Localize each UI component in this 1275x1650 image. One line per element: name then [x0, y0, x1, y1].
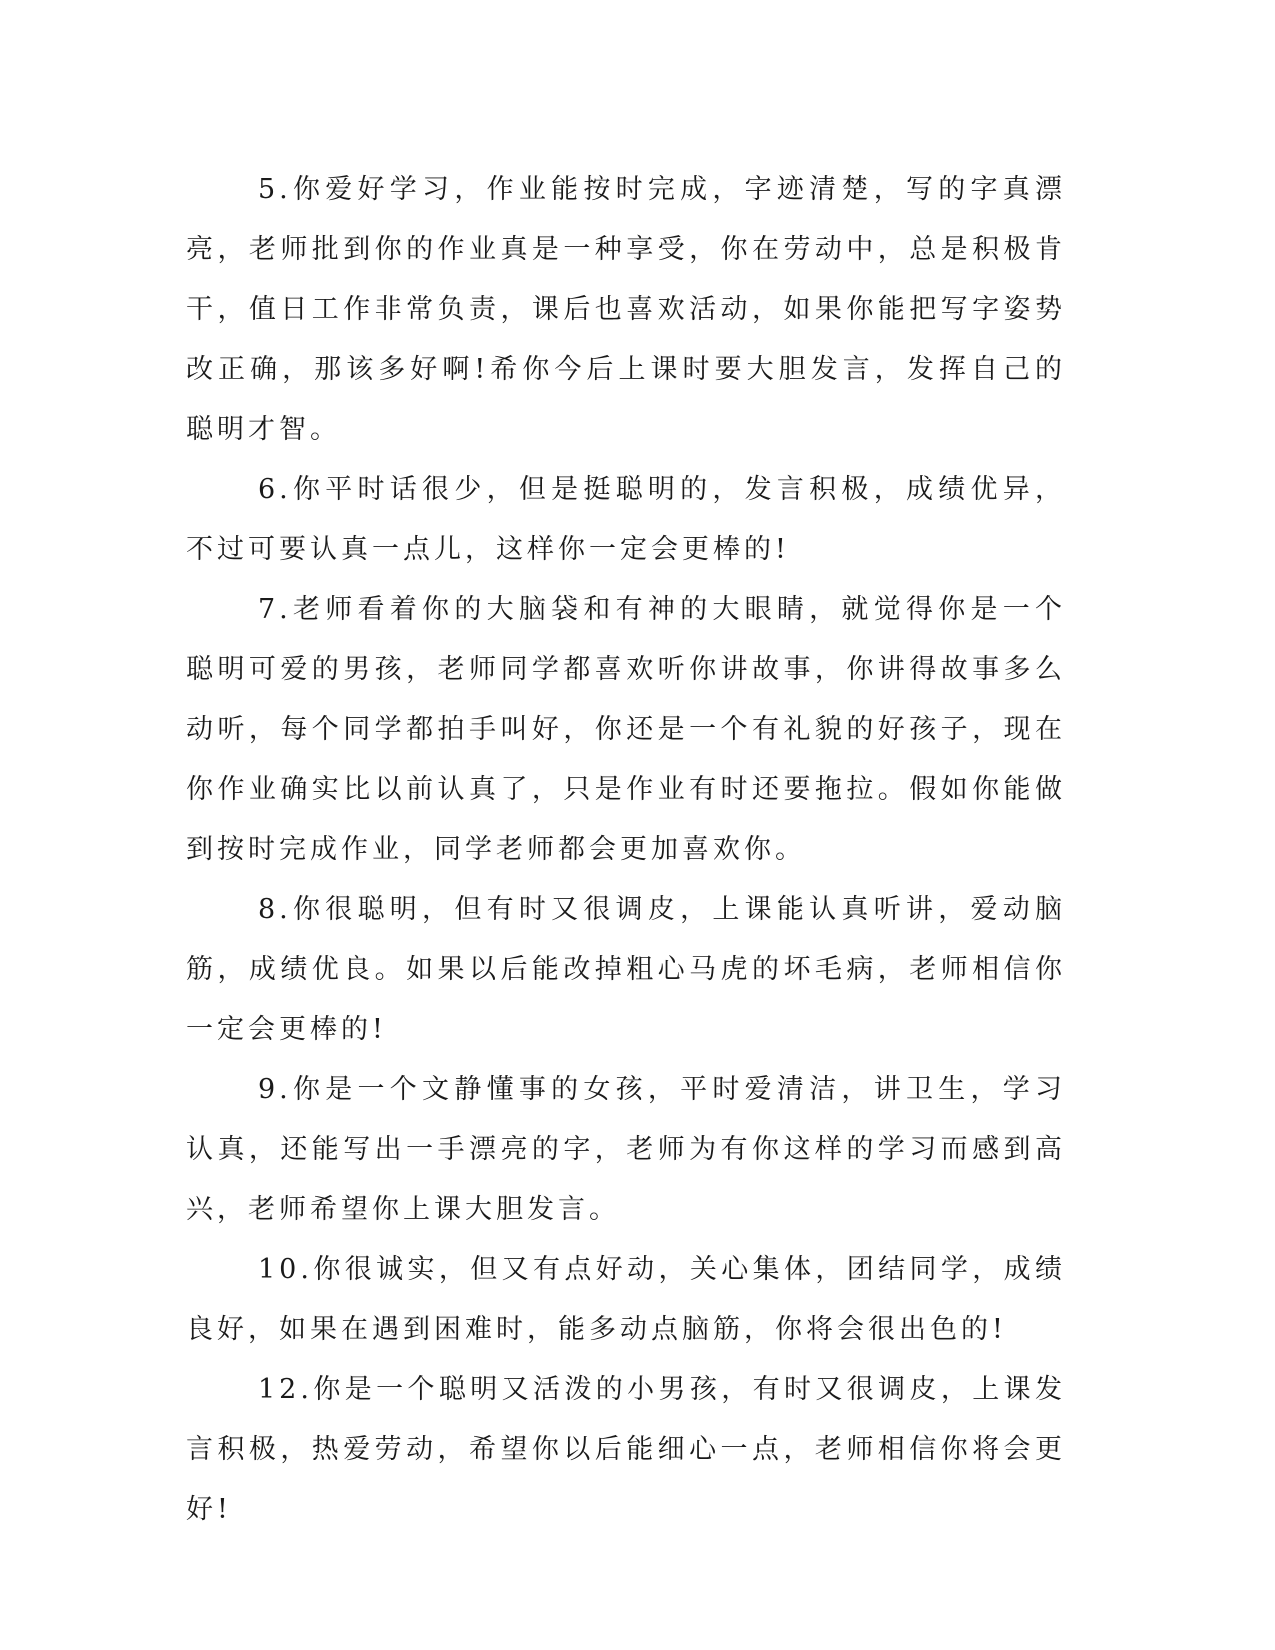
comment-paragraph-8: 8.你很聪明，但有时又很调皮，上课能认真听讲，爱动脑筋，成绩优良。如果以后能改掉粗心马虎的坏毛病，老师相信你一定会更棒的!: [186, 894, 1066, 1045]
comment-paragraph-6: 6.你平时话很少，但是挺聪明的，发言积极，成绩优异，不过可要认真一点儿，这样你一定会更棒的!: [186, 474, 1066, 565]
comment-paragraph-10: 10.你很诚实，但又有点好动，关心集体，团结同学，成绩良好，如果在遇到困难时，能多动点脑筋，你将会很出色的!: [186, 1254, 1066, 1345]
document-body: [186, 160, 1066, 1540]
comment-paragraph-9: 9.你是一个文静懂事的女孩，平时爱清洁，讲卫生，学习认真，还能写出一手漂亮的字，老师为有你这样的学习而感到高兴，老师希望你上课大胆发言。: [186, 1074, 1066, 1225]
comment-paragraph-7: 7.老师看着你的大脑袋和有神的大眼睛，就觉得你是一个聪明可爱的男孩，老师同学都喜欢听你讲故事，你讲得故事多么动听，每个同学都拍手叫好，你还是一个有礼貌的好孩子，现在你作业确实比以前认真了，只是作业有时还要拖拉。假如你能做到按时完成作业，同学老师都会更加喜欢你。: [186, 594, 1066, 865]
comment-paragraph-12: 12.你是一个聪明又活泼的小男孩，有时又很调皮，上课发言积极，热爱劳动，希望你以后能细心一点，老师相信你将会更好!: [186, 1374, 1066, 1525]
comment-paragraph-5: 5.你爱好学习，作业能按时完成，字迹清楚，写的字真漂亮，老师批到你的作业真是一种享受，你在劳动中，总是积极肯干，值日工作非常负责，课后也喜欢活动，如果你能把写字姿势改正确，那该多好啊!希你今后上课时要大胆发言，发挥自己的聪明才智。: [186, 174, 1066, 445]
